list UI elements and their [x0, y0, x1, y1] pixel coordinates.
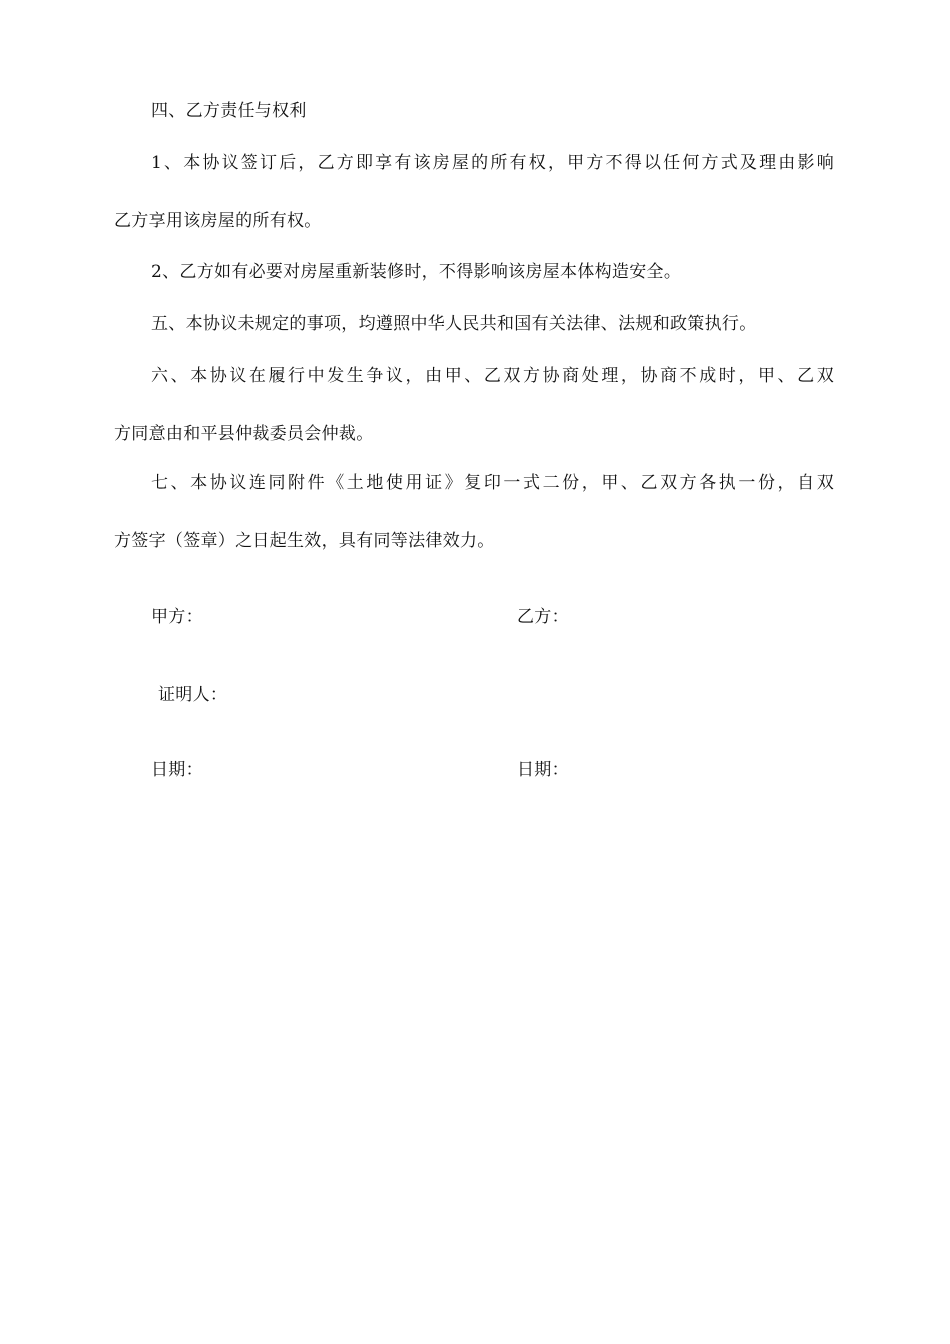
party-b-signature-label: 乙方： — [517, 607, 569, 627]
clause-4-2: 2、乙方如有必要对房屋重新装修时，不得影响该房屋本体构造安全。 — [151, 262, 682, 282]
section-6-line-2: 方同意由和平县仲裁委员会仲裁。 — [114, 424, 374, 444]
section-7-line-1: 七、本协议连同附件《土地使用证》复印一式二份，甲、乙双方各执一份，自双 — [151, 473, 834, 493]
party-a-signature-label: 甲方： — [151, 607, 203, 627]
section-5: 五、本协议未规定的事项，均遵照中华人民共和国有关法律、法规和政策执行。 — [151, 314, 757, 334]
party-a-date-label: 日期： — [151, 760, 203, 780]
section-7-line-2: 方签字（签章）之日起生效，具有同等法律效力。 — [114, 531, 495, 551]
clause-4-1-line-2: 乙方享用该房屋的所有权。 — [114, 211, 322, 231]
clause-4-1-line-1: 1、本协议签订后，乙方即享有该房屋的所有权，甲方不得以任何方式及理由影响 — [151, 153, 834, 173]
section-6-line-1: 六、本协议在履行中发生争议，由甲、乙双方协商处理，协商不成时，甲、乙双 — [151, 366, 834, 386]
witness-signature-label: 证明人： — [158, 685, 228, 705]
section-4-heading: 四、乙方责任与权利 — [151, 101, 307, 121]
party-b-date-label: 日期： — [517, 760, 569, 780]
